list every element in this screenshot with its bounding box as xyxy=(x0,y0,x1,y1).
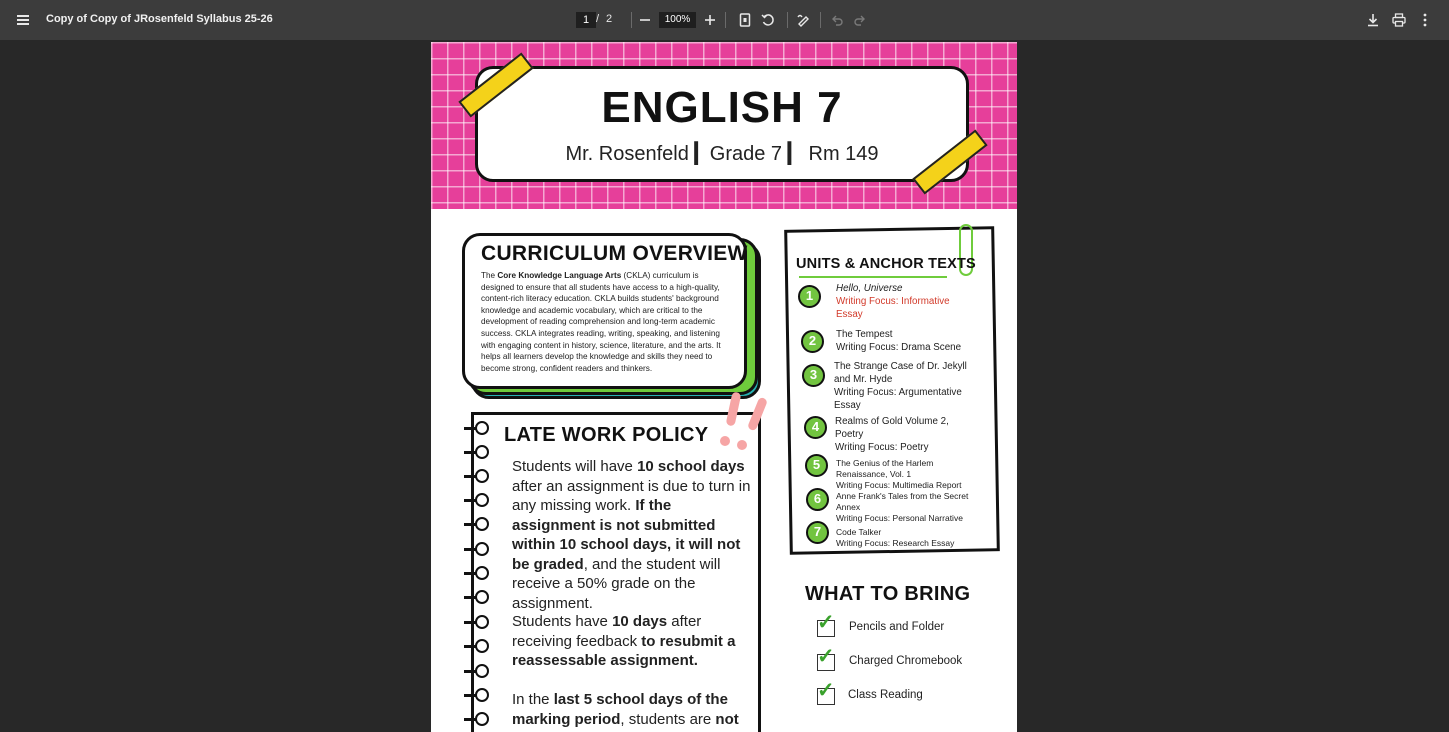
spiral-ring xyxy=(464,664,492,678)
menu-icon[interactable] xyxy=(12,10,34,30)
rotate-icon[interactable] xyxy=(758,10,778,30)
unit-title: The Tempest xyxy=(836,329,893,340)
pdf-page xyxy=(431,42,1017,732)
checkbox-icon: ✓ xyxy=(817,654,835,671)
units-heading: UNITS & ANCHOR TEXTS xyxy=(796,256,976,272)
document-title: Copy of Copy of JRosenfeld Syllabus 25-26 xyxy=(46,13,273,25)
fit-page-icon[interactable] xyxy=(735,10,755,30)
text-run-bold: last 5 school days of the marking period xyxy=(512,691,728,728)
pdf-toolbar xyxy=(0,0,1449,40)
unit-number-badge: 1 xyxy=(798,285,821,308)
more-icon[interactable] xyxy=(1415,10,1435,30)
unit-title: Code Talker xyxy=(836,527,882,537)
unit-title: The Genius of the Harlem Renaissance, Vol. 1 xyxy=(836,458,934,479)
zoom-out-icon[interactable] xyxy=(635,10,655,30)
spiral-ring xyxy=(464,421,492,435)
heading-underline xyxy=(799,276,947,278)
unit-writing-focus: Writing Focus: Drama Scene xyxy=(836,342,962,353)
unit-number-badge: 3 xyxy=(802,364,825,387)
unit-number-badge: 2 xyxy=(801,330,824,353)
download-icon[interactable] xyxy=(1363,10,1383,30)
spiral-ring xyxy=(464,566,492,580)
unit-title: Anne Frank's Tales from the Secret Annex xyxy=(836,491,969,512)
toolbar-divider xyxy=(820,12,821,28)
spiral-ring xyxy=(464,517,492,531)
title-card xyxy=(475,66,969,182)
unit-writing-focus: Writing Focus: Multimedia Report xyxy=(836,480,962,490)
curriculum-heading: CURRICULUM OVERVIEW xyxy=(481,242,748,265)
curriculum-text xyxy=(481,270,733,374)
spiral-ring xyxy=(464,712,492,726)
exclamation-icon xyxy=(737,440,747,450)
text-run: , students are xyxy=(620,710,716,728)
spiral-ring xyxy=(464,445,492,459)
exclamation-icon xyxy=(720,436,730,446)
bring-item: Class Reading xyxy=(848,689,923,701)
spiral-ring xyxy=(464,493,492,507)
unit-number-badge: 6 xyxy=(806,488,829,511)
total-pages: 2 xyxy=(606,13,613,25)
current-page-input[interactable]: 1 xyxy=(576,12,596,28)
print-icon[interactable] xyxy=(1389,10,1409,30)
annotate-icon[interactable] xyxy=(794,10,814,30)
page-title: ENGLISH 7 xyxy=(601,83,843,132)
unit-number-badge: 7 xyxy=(806,521,829,544)
unit-item xyxy=(836,527,976,549)
zoom-level-input[interactable]: 100% xyxy=(659,12,696,28)
unit-writing-focus: Writing Focus: Argumentative Essay xyxy=(834,387,962,411)
checkbox-icon: ✓ xyxy=(817,688,835,705)
spiral-ring xyxy=(464,615,492,629)
text-run: Students will have xyxy=(512,458,638,475)
late-work-paragraph xyxy=(512,612,754,671)
text-run: Students have xyxy=(512,613,613,630)
late-work-paragraph xyxy=(512,690,754,729)
toolbar-divider xyxy=(787,12,788,28)
text-run-bold: to resubmit a reassessable assignment. xyxy=(512,632,736,669)
unit-item xyxy=(836,491,976,524)
unit-item xyxy=(834,360,974,412)
text-run: after receiving feedback xyxy=(512,613,702,650)
unit-item xyxy=(836,328,976,354)
spiral-ring xyxy=(464,590,492,604)
text-run: , and the student will receive a 50% grade on the assignment. xyxy=(512,555,721,612)
page-separator: / xyxy=(596,13,600,25)
toolbar-divider xyxy=(631,12,632,28)
unit-item xyxy=(836,282,976,321)
spiral-ring xyxy=(464,469,492,483)
text-run: In the xyxy=(512,691,554,708)
checkbox-icon: ✓ xyxy=(817,620,835,637)
text-run-bold: 10 school days xyxy=(637,458,745,475)
spiral-ring xyxy=(464,688,492,702)
undo-icon[interactable] xyxy=(827,10,847,30)
unit-title: Realms of Gold Volume 2, Poetry xyxy=(835,416,949,440)
text-run-bold: Core Knowledge Language Arts xyxy=(497,271,622,280)
late-work-paragraph xyxy=(512,457,754,613)
teacher-info: Mr. Rosenfeld ▎Grade 7 ▎ Rm 149 xyxy=(565,143,879,165)
bring-item: Charged Chromebook xyxy=(849,655,963,667)
bring-heading: WHAT TO BRING xyxy=(805,583,971,605)
unit-number-badge: 5 xyxy=(805,454,828,477)
unit-title: The Strange Case of Dr. Jekyll and Mr. Hyde xyxy=(834,361,967,385)
text-run-bold: 10 days xyxy=(612,613,668,630)
spiral-ring xyxy=(464,639,492,653)
text-run-bold: not xyxy=(715,710,739,728)
unit-writing-focus: Writing Focus: Personal Narrative xyxy=(836,513,963,523)
unit-writing-focus: Writing Focus: Poetry xyxy=(835,442,929,453)
unit-item xyxy=(835,415,975,454)
text-run: The xyxy=(481,271,498,280)
late-work-heading: LATE WORK POLICY xyxy=(504,424,709,446)
unit-item xyxy=(836,458,976,491)
unit-writing-focus: Writing Focus: Research Essay xyxy=(836,538,955,548)
bring-item: Pencils and Folder xyxy=(849,621,945,633)
spiral-ring xyxy=(464,542,492,556)
zoom-in-icon[interactable] xyxy=(700,10,720,30)
toolbar-divider xyxy=(725,12,726,28)
redo-icon[interactable] xyxy=(850,10,870,30)
text-run-bold: If the assignment is not submitted within 10 school days, it will not be graded xyxy=(512,497,741,573)
unit-title: Hello, Universe xyxy=(836,283,903,294)
text-run: after an assignment is due to turn in any missing work. xyxy=(512,477,751,514)
text-run: (CKLA) curriculum is designed to ensure that all students have access to a high-quality, content-rich literacy education. CKLA builds students' background knowledge and academic vocabulary, which are critical to the development of reading comprehension and long-term academic success. CKLA integrates reading, writing, speaking, and listening with engaging content in history, science, literature, and the arts. It helps all learners develop the knowledge and skills they need to become strong, confident readers and thinkers. xyxy=(481,271,721,373)
unit-writing-focus: Writing Focus: Informative Essay xyxy=(836,296,950,320)
unit-number-badge: 4 xyxy=(804,416,827,439)
